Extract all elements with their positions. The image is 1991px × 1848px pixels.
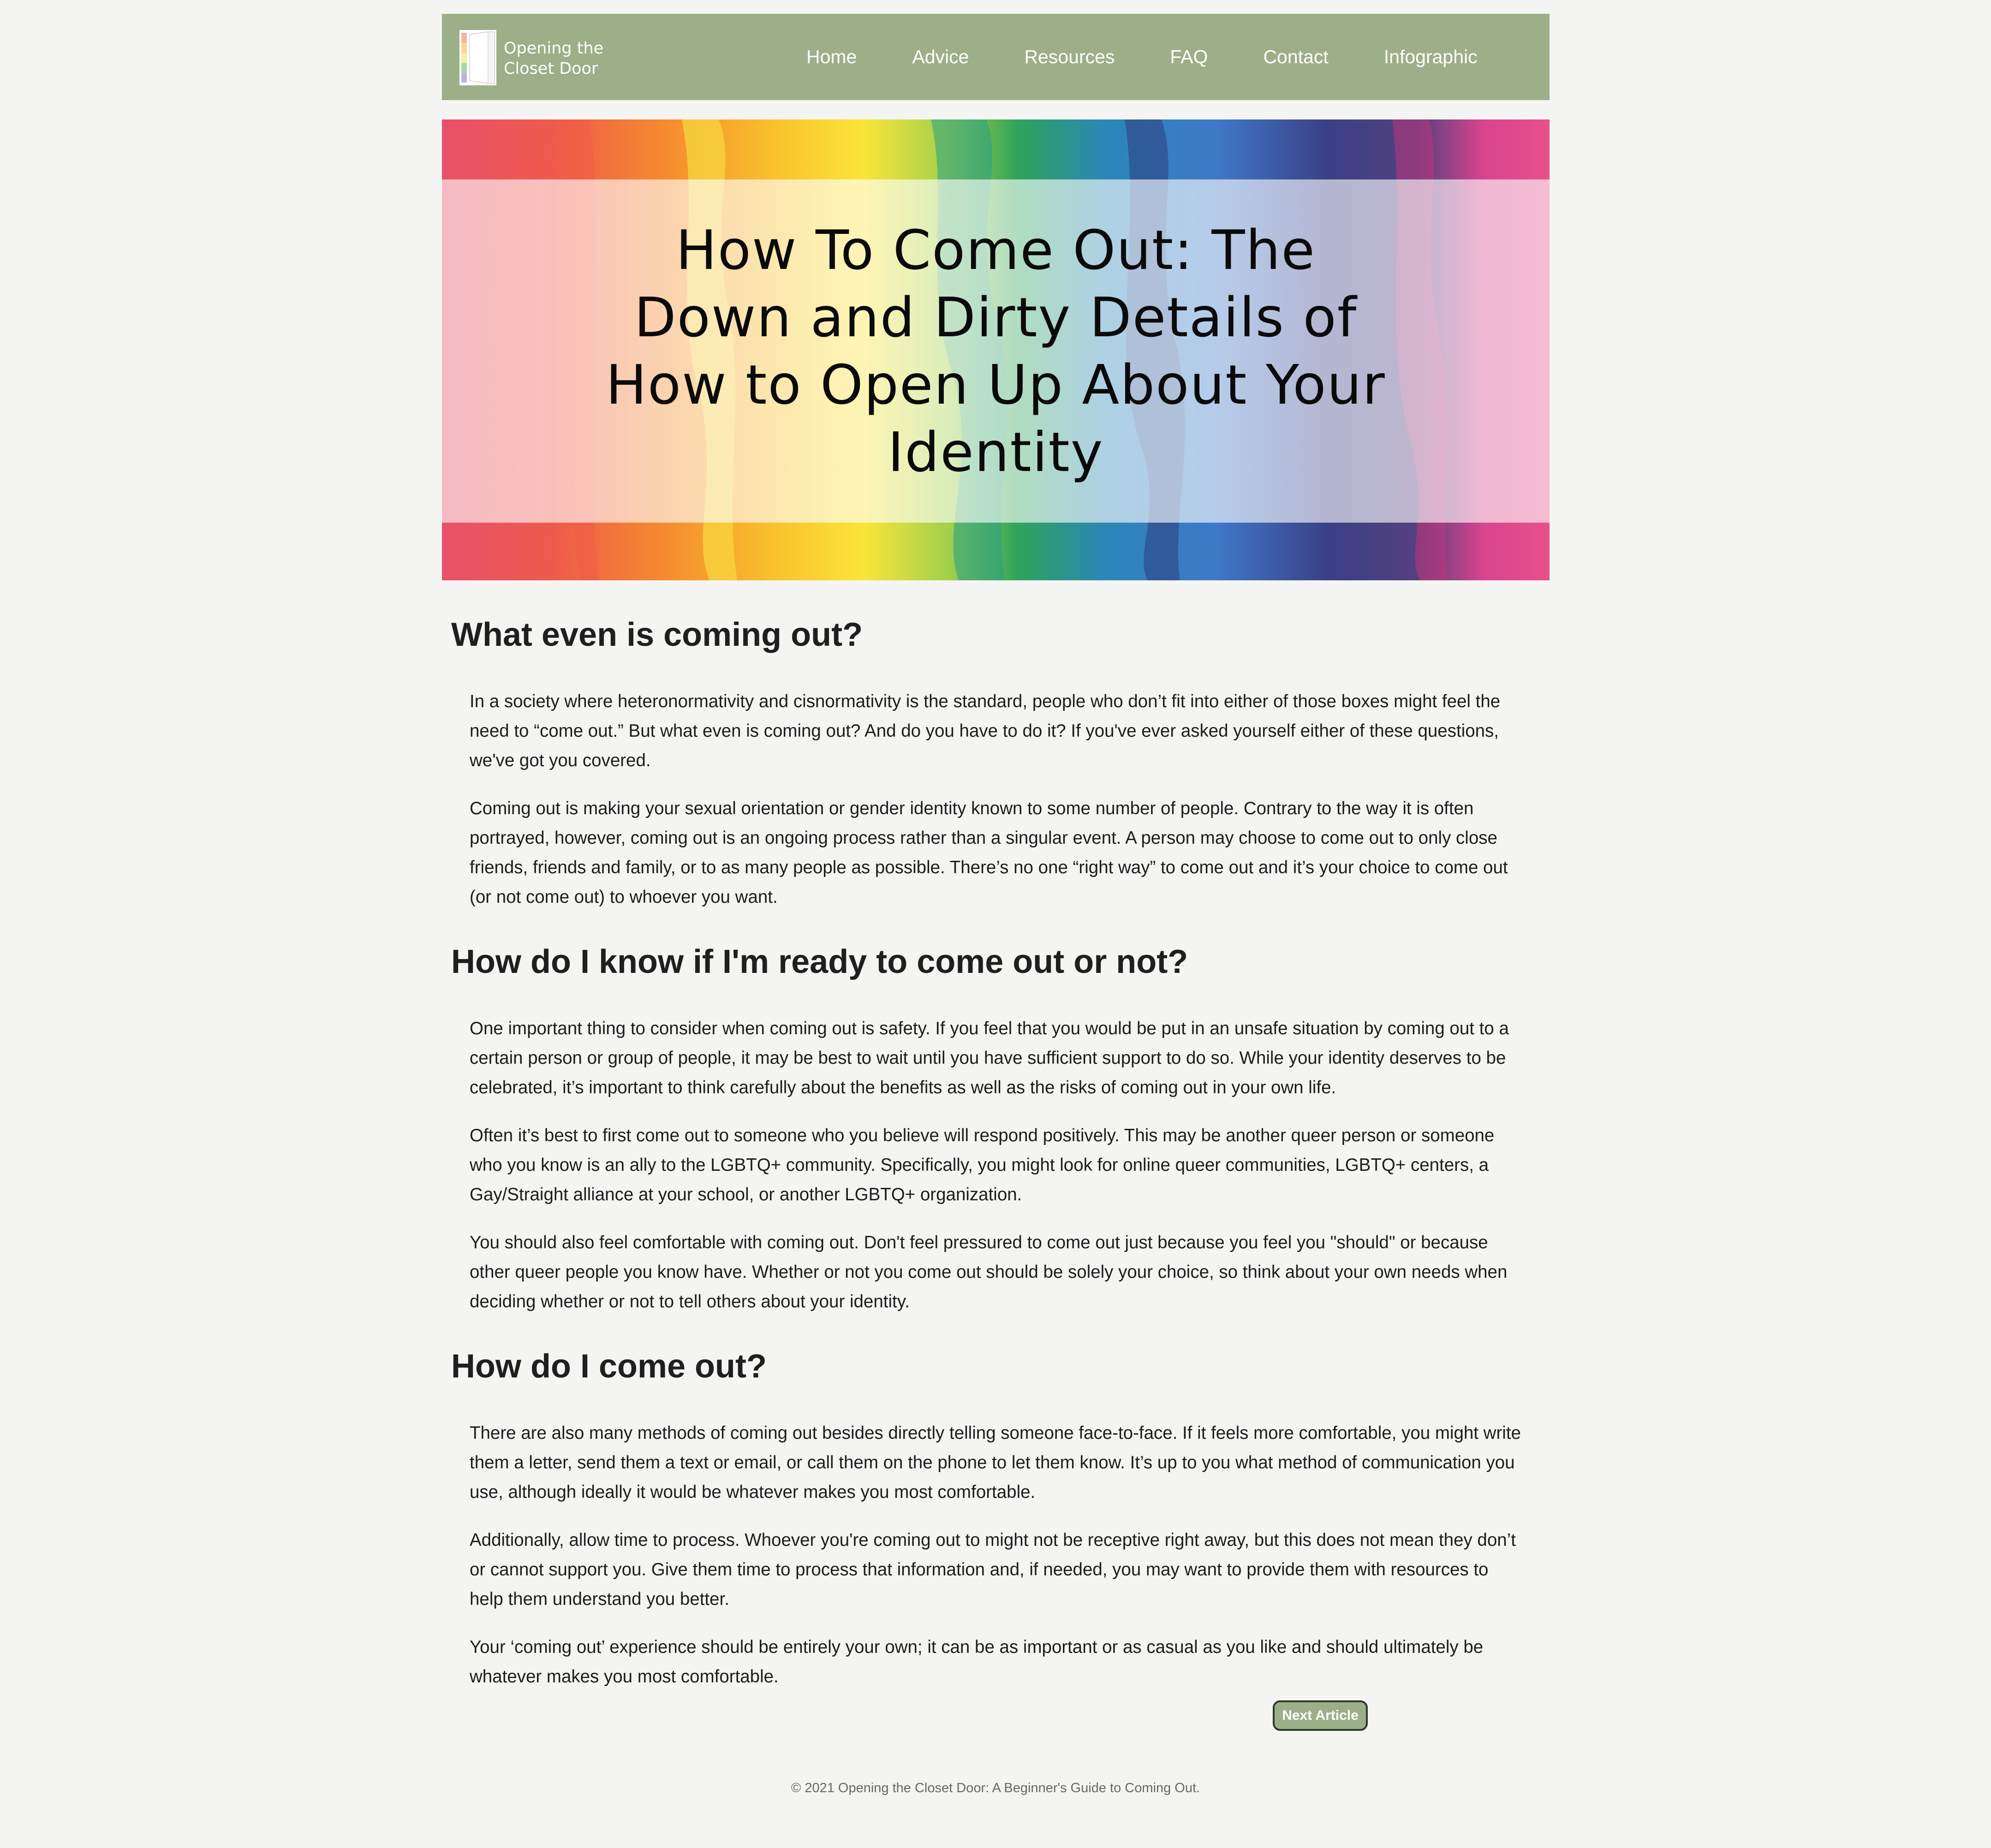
section-heading-how-to-come-out: How do I come out? xyxy=(451,1348,767,1385)
article-paragraph: Additionally, allow time to process. Whoever you're coming out to might not be receptive right away, but this does not mean they don’t or cannot support you. Give them time to process that information and, if needed, you may want to provide them with resources to help them understand you better. xyxy=(470,1530,1516,1609)
nav-link-contact[interactable]: Contact xyxy=(1263,46,1329,67)
nav-link-resources[interactable]: Resources xyxy=(1024,46,1115,67)
nav-link-home[interactable]: Home xyxy=(806,46,857,67)
article-paragraph: Often it’s best to first come out to someone who you believe will respond positively. This may be another queer person or someone who you know is an ally to the LGBTQ+ community. Specifically, you might look for online queer communities, LGBTQ+ centers, a Gay/Straight alliance at your school, or another LGBTQ+ organization. xyxy=(470,1126,1495,1204)
page-title: How To Come Out: The Down and Dirty Details of How to Open Up About Your Identity xyxy=(606,218,1386,484)
article-paragraph: Your ‘coming out’ experience should be entirely your own; it can be as important or as casual as you like and should ultimately be whatever makes you most comfortable. xyxy=(470,1637,1484,1687)
section-heading-what-is-coming-out: What even is coming out? xyxy=(451,616,863,653)
site-logo-text xyxy=(504,38,603,79)
article-paragraph: You should also feel comfortable with coming out. Don't feel pressured to come out just because you feel you "should" or because other queer people you know have. Whether or not you come out should be solely your choice, so think about your own needs when deciding whether or not to tell others about your identity. xyxy=(470,1233,1508,1311)
hero-banner xyxy=(442,119,1550,580)
main-menu xyxy=(806,14,1478,100)
article-body xyxy=(442,615,1550,1692)
site-navbar xyxy=(442,14,1550,100)
article-paragraph: One important thing to consider when coming out is safety. If you feel that you would be put in an unsafe situation by coming out to a certain person or group of people, it may be best to wait until you have sufficient support to do so. While your identity deserves to be celebrated, it’s important to think carefully about the benefits as well as the risks of coming out in your own life. xyxy=(470,1019,1509,1097)
rainbow-door-icon xyxy=(459,30,496,85)
hero-title-container xyxy=(442,179,1550,523)
article-paragraph: In a society where heteronormativity and cisnormativity is the standard, people who don’t fit into either of those boxes might feel the need to “come out.” But what even is coming out? And do you have to do it? If you've ever asked yourself either of these questions, we've got you covered. xyxy=(470,692,1501,770)
section-heading-am-i-ready: How do I know if I'm ready to come out or not? xyxy=(451,943,1188,980)
nav-link-advice[interactable]: Advice xyxy=(912,46,969,67)
logo-line-2: Closet Door xyxy=(504,60,598,78)
page-footer: © 2021 Opening the Closet Door: A Beginner's Guide to Coming Out. xyxy=(791,1781,1200,1795)
nav-link-infographic[interactable]: Infographic xyxy=(1383,46,1478,67)
next-article-button[interactable]: Next Article xyxy=(1273,1700,1368,1731)
nav-link-faq[interactable]: FAQ xyxy=(1170,46,1208,67)
site-logo[interactable] xyxy=(459,30,626,85)
logo-line-1: Opening the xyxy=(504,39,604,58)
article-paragraph: Coming out is making your sexual orientation or gender identity known to some number of people. Contrary to the way it is often portrayed, however, coming out is an ongoing process rather than a singular event. A person may choose to come out to only close friends, friends and family, or to as many people as possible. There’s no one “right way” to come out and it’s your choice to come out (or not come out) to whoever you want. xyxy=(470,799,1508,907)
article-paragraph: There are also many methods of coming out besides directly telling someone face-to-face. If it feels more comfortable, you might write them a letter, send them a text or email, or call them on the phone to let them know. It’s up to you what method of communication you use, although ideally it would be whatever makes you most comfortable. xyxy=(470,1423,1521,1502)
